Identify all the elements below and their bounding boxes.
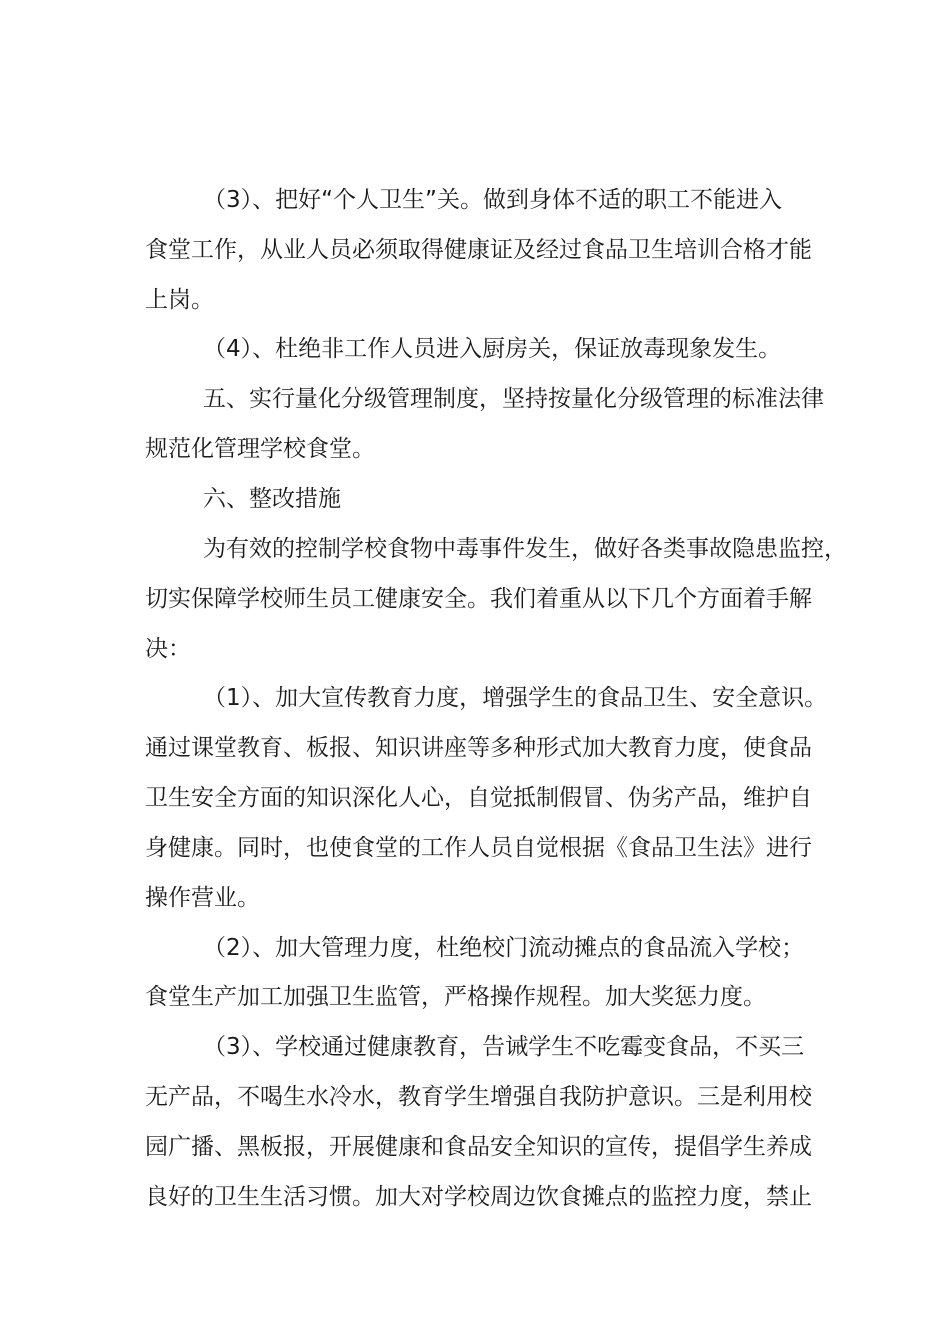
text-line: 操作营业。 — [145, 885, 260, 911]
text-line: （1）、加大宣传教育力度，增强学生的食品卫生、安全意识。 — [203, 685, 828, 711]
section-heading: 六、整改措施 — [203, 486, 341, 512]
text-line: 为有效的控制学校食物中毒事件发生，做好各类事故隐患监控， — [203, 536, 847, 562]
text-line: 五、实行量化分级管理制度，坚持按量化分级管理的标准法律 — [203, 386, 824, 412]
text-line: （4）、杜绝非工作人员进入厨房关，保证放毒现象发生。 — [203, 336, 782, 362]
text-line: 食堂生产加工加强卫生监管，严格操作规程。加大奖惩力度。 — [145, 984, 766, 1010]
text-line: （3）、学校通过健康教育，告诫学生不吃霉变食品，不买三 — [203, 1034, 805, 1060]
text-line: 良好的卫生生活习惯。加大对学校周边饮食摊点的监控力度，禁止 — [145, 1184, 812, 1210]
text-line: （3）、把好“个人卫生”关。做到身体不适的职工不能进入 — [203, 187, 782, 213]
text-line: 无产品，不喝生水冷水，教育学生增强自我防护意识。三是利用校 — [145, 1084, 812, 1110]
text-line: 通过课堂教育、板报、知识讲座等多种形式加大教育力度，使食品 — [145, 735, 812, 761]
text-line: 切实保障学校师生员工健康安全。我们着重从以下几个方面着手解 — [145, 586, 812, 612]
text-line: 园广播、黑板报，开展健康和食品安全知识的宣传，提倡学生养成 — [145, 1134, 812, 1160]
text-line: 卫生安全方面的知识深化人心，自觉抵制假冒、伪劣产品，维护自 — [145, 785, 812, 811]
text-line: 身健康。同时，也使食堂的工作人员自觉根据《食品卫生法》进行 — [145, 835, 812, 861]
text-line: 规范化管理学校食堂。 — [145, 436, 375, 462]
text-line: 决： — [145, 636, 191, 662]
text-line: 食堂工作，从业人员必须取得健康证及经过食品卫生培训合格才能 — [145, 237, 812, 263]
text-line: （2）、加大管理力度，杜绝校门流动摊点的食品流入学校； — [203, 935, 805, 961]
text-line: 上岗。 — [145, 287, 214, 313]
